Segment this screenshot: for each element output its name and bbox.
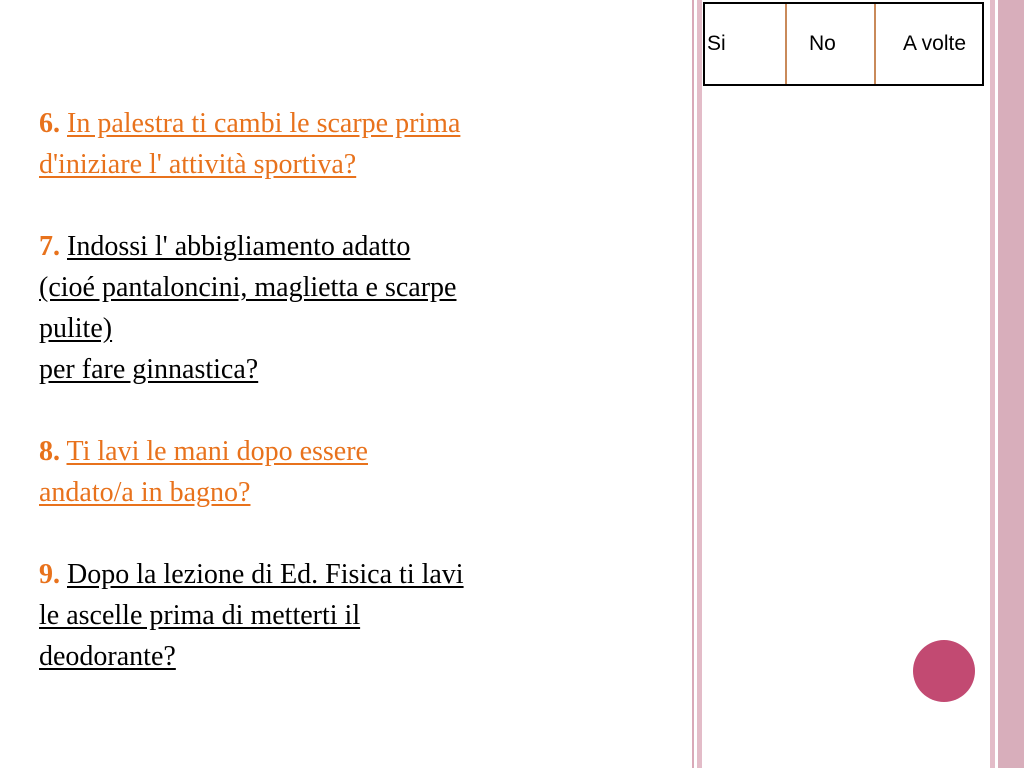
question-number: 9. — [39, 559, 60, 590]
question-text: In palestra ti cambi le scarpe prima d'iniziare l' attività sportiva? — [39, 108, 461, 180]
decorative-circle — [913, 640, 975, 702]
question-number: 6. — [39, 108, 60, 139]
question-8 — [39, 431, 679, 513]
question-9 — [39, 554, 679, 677]
question-text: Ti lavi le mani dopo essere andato/a in bagno? — [39, 436, 368, 508]
question-text: Indossi l' abbigliamento adatto (cioé pantaloncini, maglietta e scarpe pulite) per fare ginnastica? — [39, 231, 457, 385]
decorative-stripe — [697, 0, 702, 768]
question-number: 8. — [39, 436, 60, 467]
question-6 — [39, 103, 679, 185]
question-text: Dopo la lezione di Ed. Fisica ti lavi le ascelle prima di metterti il deodorante? — [39, 559, 464, 672]
decorative-stripe — [998, 0, 1024, 768]
decorative-stripe — [692, 0, 694, 768]
decorative-stripe — [990, 0, 995, 768]
question-7 — [39, 226, 679, 390]
answer-column-no: No — [785, 4, 874, 84]
question-number: 7. — [39, 231, 60, 262]
question-list — [39, 103, 679, 718]
answer-column-si: Si — [707, 32, 726, 55]
answer-column-a-volte: A volte — [874, 4, 982, 84]
answer-header-table — [703, 2, 984, 86]
